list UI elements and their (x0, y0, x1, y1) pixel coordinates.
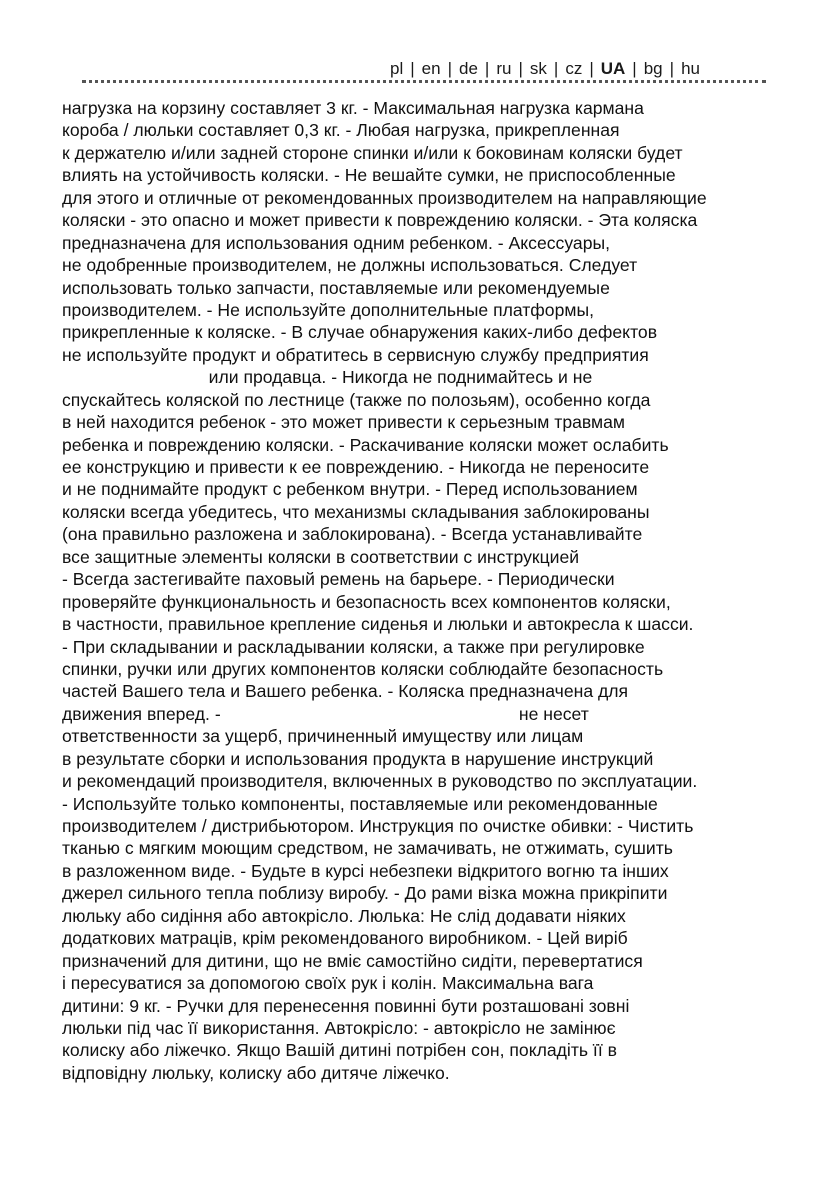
language-link-bg[interactable]: bg (643, 59, 663, 78)
text-line: в разложенном виде. - Будьте в курсі небезпеки відкритого вогню та інших (62, 860, 669, 881)
language-selector (390, 59, 770, 79)
text-line: ее конструкцию и привести к ее повреждению. - Никогда не переносите (62, 457, 650, 477)
text-line: коляски всегда убедитесь, что механизмы складывания заблокированы (62, 501, 650, 522)
language-separator: | (410, 59, 415, 78)
text-line: люльку або сидіння або автокрісло. Люлька: Не слід додавати ніяких (62, 905, 626, 926)
language-link-sk[interactable]: sk (529, 59, 547, 78)
language-link-hu[interactable]: hu (681, 59, 700, 78)
language-link-pl[interactable]: pl (390, 59, 404, 78)
text-line: - Всегда застегивайте паховый ремень на барьере. - Периодически (62, 569, 615, 590)
text-line: відповідну люльку, колиску або дитяче ліжечко. (62, 1062, 450, 1083)
text-line: спинки, ручки или других компонентов коляски соблюдайте безопасность (62, 658, 664, 679)
text-line: колиску або ліжечко. Якщо Вашій дитині потрібен сон, покладіть її в (62, 1040, 617, 1061)
language-separator: | (553, 59, 559, 78)
text-line: - При складывании и раскладывании коляски, а также при регулировке (62, 636, 645, 657)
text-line: додаткових матраців, крім рекомендованого виробником. - Цей виріб (62, 928, 628, 949)
text-line: дитини: 9 кг. - Ручки для перенесення повинні бути розташовані зовні (62, 995, 630, 1016)
language-separator: | (589, 59, 594, 78)
text-line: ребенка и повреждению коляски. - Раскачивание коляски может ослабить (62, 434, 669, 455)
text-line: в результате сборки и использования продукта в нарушение инструкций (62, 748, 654, 769)
text-line: влиять на устойчивость коляски. - Не вешайте сумки, не приспособленные (62, 165, 676, 186)
text-line: коляски - это опасно и может привести к повреждению коляски. - Эта коляска (62, 210, 698, 231)
text-line: і пересуватися за допомогою своїх рук і колін. Максимальна вага (62, 973, 594, 994)
text-line: призначений для дитини, що не вміє самостійно сидіти, перевертатися (62, 950, 643, 971)
text-line: движения вперед. - не несет (62, 703, 589, 724)
text-line: и не поднимайте продукт с ребенком внутри. - Перед использованием (62, 479, 638, 500)
text-line: для этого и отличные от рекомендованных производителем на направляющие (62, 187, 707, 208)
language-link-de[interactable]: de (459, 59, 478, 78)
language-separator: | (669, 59, 675, 78)
text-line: нагрузка на корзину составляет 3 кг. - Максимальная нагрузка кармана (62, 98, 644, 118)
text-line: к держателю и/или задней стороне спинки и/или к боковинам коляски будет (62, 142, 683, 163)
text-line: производителем. - Не используйте дополнительные платформы, (62, 299, 594, 320)
text-line: прикрепленные к коляске. - В случае обнаружения каких-либо дефектов (62, 322, 658, 343)
text-line: предназначена для использования одним ребенком. - Аксессуары, (62, 232, 611, 253)
text-line: в частности, правильное крепление сиденья и люльки и автокресла к шасси. (62, 614, 694, 635)
text-line: - Используйте только компоненты, поставляемые или рекомендованные (62, 793, 658, 814)
text-line: тканью с мягким моющим средством, не замачивать, не отжимать, сушить (62, 838, 673, 859)
language-link-ua-active[interactable]: UA (600, 59, 626, 78)
text-line: короба / люльки составляет 0,3 кг. - Любая нагрузка, прикрепленная (62, 120, 620, 141)
language-link-ru[interactable]: ru (496, 59, 512, 78)
text-line: использовать только запчасти, поставляемые или рекомендуемые (62, 277, 610, 298)
text-line: ответственности за ущерб, причиненный имуществу или лицам (62, 726, 584, 747)
text-line: частей Вашего тела и Вашего ребенка. - Коляска предназначена для (62, 681, 629, 702)
text-line: или продавца. - Никогда не поднимайтесь и не (62, 367, 593, 388)
instruction-text-block (62, 97, 802, 1084)
text-line: спускайтесь коляской по лестнице (также по полозьям), особенно когда (62, 389, 651, 410)
text-line: не одобренные производителем, не должны использоваться. Следует (62, 255, 638, 276)
language-link-cz[interactable]: cz (565, 59, 583, 78)
text-line: проверяйте функциональность и безопасность всех компонентов коляски, (62, 591, 671, 612)
text-line: все защитные элементы коляски в соответствии с инструкцией (62, 546, 580, 567)
text-line: в ней находится ребенок - это может привести к серьезным травмам (62, 412, 626, 433)
text-line: (она правильно разложена и заблокирована). - Всегда устанавливайте (62, 524, 643, 545)
header-dotted-divider (82, 80, 766, 83)
language-separator: | (447, 59, 452, 78)
language-separator: | (632, 59, 637, 78)
text-line: производителем / дистрибьютором. Инструкция по очистке обивки: - Чистить (62, 816, 694, 836)
text-line: не используйте продукт и обратитесь в сервисную службу предприятия (62, 344, 649, 365)
language-separator: | (484, 59, 490, 78)
language-separator: | (518, 59, 523, 78)
text-line: джерел сильного тепла поблизу виробу. - До рами візка можна прикріпити (62, 883, 668, 904)
text-line: люльки під час її використання. Автокрісло: - автокрісло не замінює (62, 1017, 616, 1038)
text-line: и рекомендаций производителя, включенных в руководство по эксплуатации. (62, 771, 698, 792)
language-link-en[interactable]: en (421, 59, 441, 78)
